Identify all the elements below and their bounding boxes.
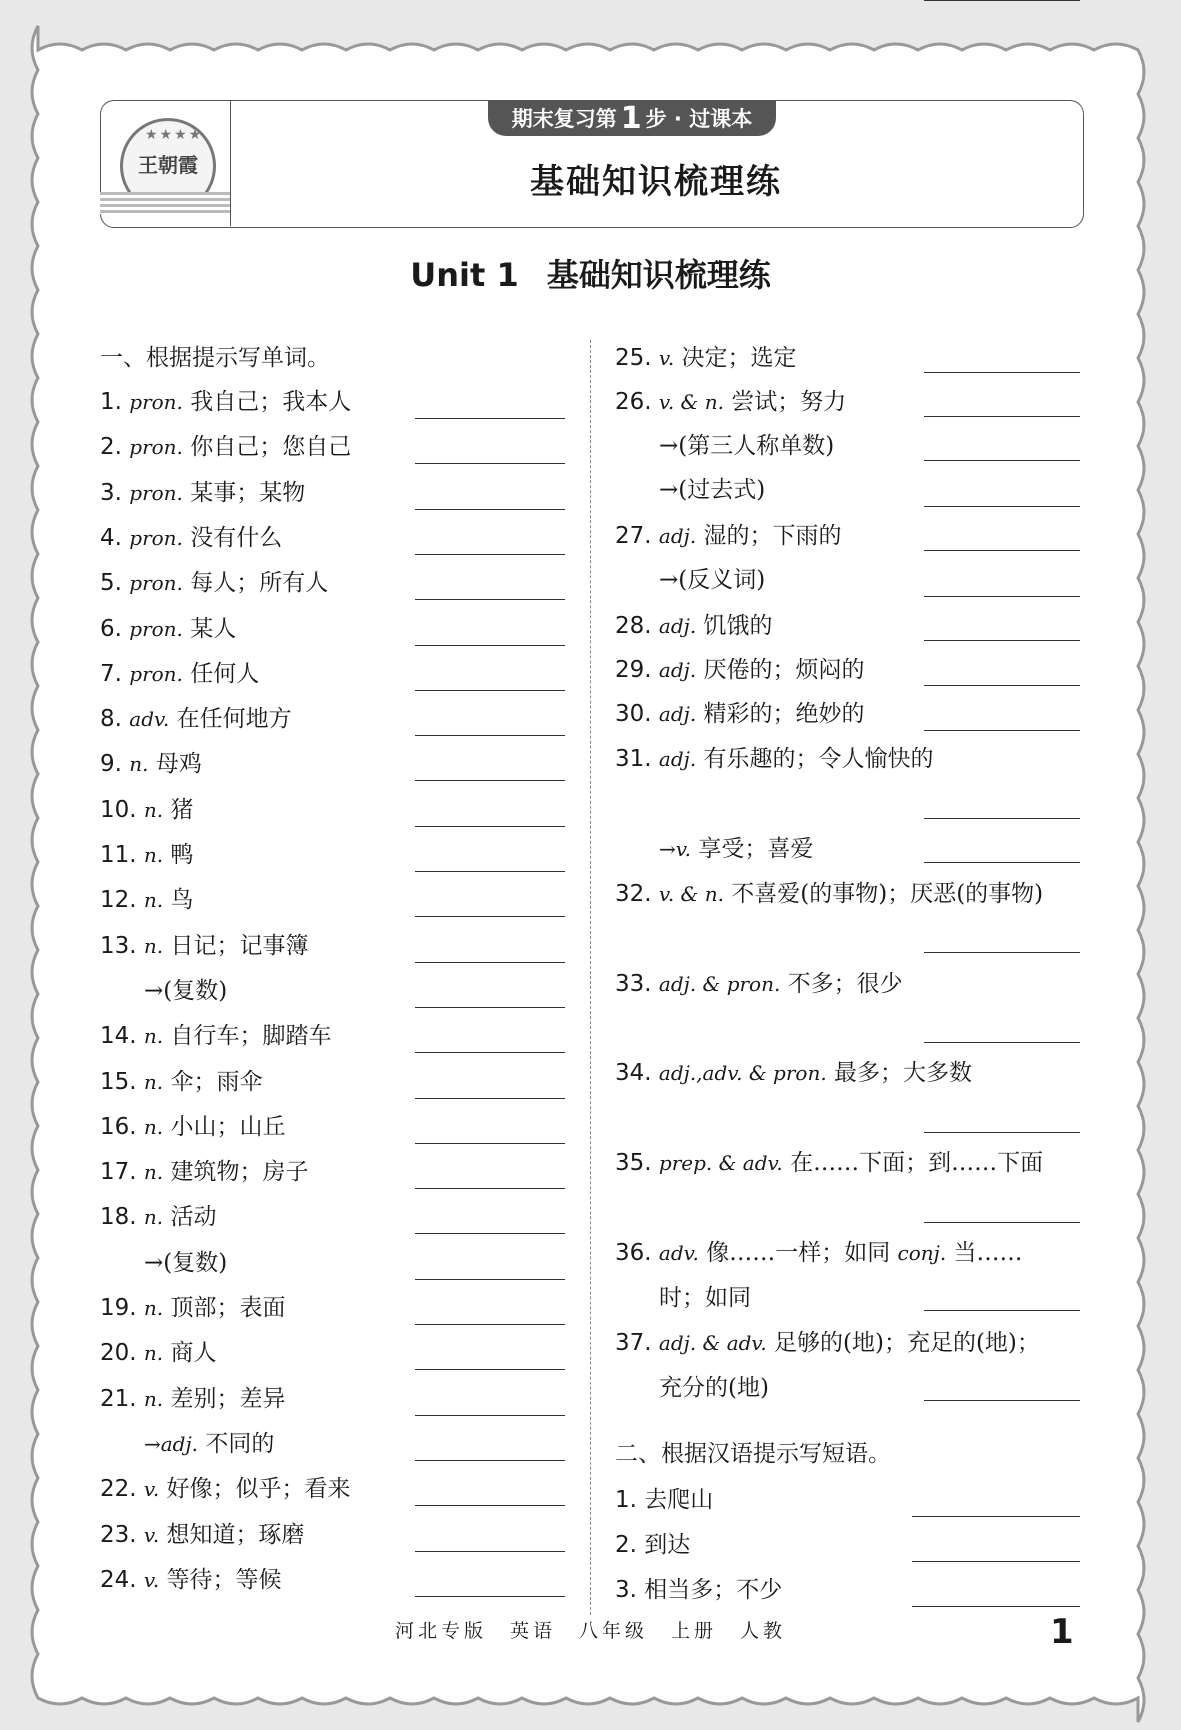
answer-blank[interactable] <box>415 1369 565 1370</box>
item-meaning: 任何人 <box>190 660 260 687</box>
item-meaning: 不多；很少 <box>787 971 903 997</box>
logo-stripes <box>100 192 230 214</box>
item-number: 24. <box>100 1566 137 1593</box>
part-of-speech: n. <box>143 1205 164 1230</box>
word-item <box>100 1286 285 1330</box>
answer-blank[interactable] <box>415 1143 565 1144</box>
item-meaning: 当…… <box>953 1240 1023 1266</box>
item-meaning: 每人；所有人 <box>190 570 329 597</box>
word-item <box>659 558 765 602</box>
word-item <box>100 1558 282 1602</box>
answer-blank[interactable] <box>415 690 565 691</box>
word-item <box>615 737 934 781</box>
word-item <box>659 1366 769 1410</box>
logo-text: 王朝霞 <box>138 153 198 177</box>
part-of-speech: pron. <box>129 525 183 550</box>
word-item <box>100 697 292 741</box>
unit-title <box>0 250 1181 296</box>
part-of-speech: v. & n. <box>658 882 724 906</box>
item-number: 26. <box>615 389 652 415</box>
item-meaning: 不同的 <box>205 1430 275 1457</box>
answer-blank[interactable] <box>415 1279 565 1280</box>
part-of-speech: n. <box>129 752 149 777</box>
answer-blank[interactable] <box>924 460 1080 461</box>
word-item <box>615 872 1043 916</box>
item-number: 19. <box>100 1295 137 1321</box>
item-number: 18. <box>100 1204 137 1231</box>
logo-stars-icon: ★★★★ <box>145 127 204 143</box>
word-item <box>100 1060 262 1104</box>
part-of-speech: pron. <box>129 616 183 641</box>
word-item <box>659 827 813 871</box>
part-of-speech: adj. <box>658 747 697 771</box>
answer-blank[interactable] <box>415 463 565 464</box>
word-item <box>615 1321 1040 1365</box>
part-of-speech: n. <box>143 843 164 867</box>
word-item <box>100 471 305 515</box>
item-number: 9. <box>100 751 122 778</box>
item-meaning: →(复数) <box>144 977 228 1004</box>
item-meaning: 想知道；琢磨 <box>166 1521 305 1548</box>
part-of-speech: n. <box>143 797 164 822</box>
item-number: 3. <box>100 479 122 506</box>
item-meaning: 你自己；您自己 <box>190 434 352 461</box>
part-of-speech: pron. <box>129 480 183 505</box>
answer-blank[interactable] <box>415 1415 565 1416</box>
part-of-speech: v. <box>658 346 675 370</box>
item-meaning: 不喜爱(的事物)；厌恶(的事物) <box>731 881 1044 907</box>
answer-blank[interactable] <box>924 506 1080 507</box>
part-of-speech: adj.,adv. & pron. <box>658 1061 827 1085</box>
answer-blank[interactable] <box>415 1551 565 1552</box>
answer-blank[interactable] <box>924 1222 1080 1223</box>
part-of-speech: conj. <box>897 1241 947 1265</box>
part-of-speech: adj. <box>658 614 697 638</box>
item-meaning: 某事；某物 <box>190 479 306 506</box>
item-meaning: 鸭 <box>170 842 194 868</box>
item-meaning: 在任何地方 <box>176 706 292 733</box>
item-number: 14. <box>100 1023 137 1050</box>
item-meaning: 尝试；努力 <box>731 389 847 415</box>
word-item <box>100 742 202 786</box>
item-meaning: 在……下面；到……下面 <box>790 1150 1044 1176</box>
item-meaning: 去爬山 <box>644 1487 714 1513</box>
answer-blank[interactable] <box>415 599 565 600</box>
item-meaning: 伞；雨伞 <box>170 1068 263 1095</box>
item-meaning: →(第三人称单数) <box>659 433 835 459</box>
item-number: 4. <box>100 524 122 551</box>
answer-blank[interactable] <box>415 1324 565 1325</box>
answer-blank[interactable] <box>415 826 565 827</box>
step-banner <box>488 100 776 136</box>
word-item <box>615 514 842 558</box>
item-meaning: →(过去式) <box>659 477 766 503</box>
word-item <box>615 1568 782 1612</box>
logo <box>100 100 231 226</box>
answer-blank[interactable] <box>415 1098 565 1099</box>
item-number: 21. <box>100 1385 137 1412</box>
word-item <box>100 607 236 651</box>
word-item <box>615 1231 1023 1275</box>
answer-blank[interactable] <box>415 962 565 963</box>
part-of-speech: adj. <box>658 524 697 548</box>
answer-blank[interactable] <box>415 1188 565 1189</box>
item-number: 33. <box>615 971 652 997</box>
item-meaning: 有乐趣的；令人愉快的 <box>703 746 934 772</box>
answer-blank[interactable] <box>924 952 1080 953</box>
item-meaning: 自行车；脚踏车 <box>170 1023 332 1050</box>
part-of-speech: v. <box>143 1567 160 1592</box>
item-meaning: 等待；等候 <box>166 1566 282 1593</box>
section-heading-1: 一、根据提示写单词。 <box>100 345 330 371</box>
part-of-speech: n. <box>143 1386 164 1411</box>
item-number: 23. <box>100 1521 137 1548</box>
item-number: 29. <box>615 657 652 683</box>
item-meaning: 母鸡 <box>155 751 202 778</box>
unit-label: Unit 1 <box>410 256 519 294</box>
section-heading-2: 二、根据汉语提示写短语。 <box>615 1441 891 1467</box>
part-of-speech: n. <box>143 1341 164 1366</box>
item-meaning: 某人 <box>190 615 237 642</box>
item-number: 34. <box>615 1060 652 1086</box>
part-of-speech: n. <box>143 1069 164 1094</box>
answer-blank[interactable] <box>924 372 1080 373</box>
item-meaning: 日记；记事簿 <box>170 932 309 959</box>
answer-blank[interactable] <box>415 554 565 555</box>
item-number: 12. <box>100 887 137 914</box>
item-meaning: 厌倦的；烦闷的 <box>703 657 865 683</box>
answer-blank[interactable] <box>415 1007 565 1008</box>
item-meaning: 精彩的；绝妙的 <box>703 701 865 727</box>
item-number: 3. <box>615 1577 637 1603</box>
word-item <box>659 424 834 468</box>
part-of-speech: n. <box>143 933 164 958</box>
item-number: 36. <box>615 1240 652 1266</box>
item-meaning: 活动 <box>170 1204 217 1231</box>
answer-blank[interactable] <box>415 418 565 419</box>
item-number: 15. <box>100 1068 137 1095</box>
header-title: 基础知识梳理练 <box>530 162 782 202</box>
part-of-speech: adv. <box>658 1241 699 1265</box>
answer-blank[interactable] <box>415 1596 565 1597</box>
unit-name: 基础知识梳理练 <box>546 256 771 294</box>
part-of-speech: pron. <box>129 390 183 414</box>
item-number: 28. <box>615 613 652 639</box>
item-number: 27. <box>615 523 652 549</box>
word-item <box>100 516 282 560</box>
word-item <box>100 652 259 696</box>
word-item <box>100 425 351 469</box>
word-item <box>100 833 193 877</box>
item-meaning: →(反义词) <box>659 567 766 593</box>
item-meaning: 到达 <box>644 1532 691 1558</box>
item-meaning: 湿的；下雨的 <box>703 523 842 549</box>
part-of-speech: n. <box>143 1114 164 1139</box>
item-number: 22. <box>100 1476 137 1503</box>
word-item <box>100 1377 285 1421</box>
item-meaning: 充分的(地) <box>659 1375 769 1401</box>
answer-blank[interactable] <box>924 0 1080 1</box>
item-meaning: 小山；山丘 <box>170 1113 286 1140</box>
item-number: 16. <box>100 1113 137 1140</box>
item-number: 8. <box>100 706 122 733</box>
item-meaning: 相当多；不少 <box>644 1577 783 1603</box>
item-number: 25. <box>615 345 652 371</box>
answer-blank[interactable] <box>924 818 1080 819</box>
item-number: 2. <box>100 434 122 461</box>
item-meaning: 鸟 <box>170 887 194 914</box>
item-meaning: 顶部；表面 <box>170 1295 286 1321</box>
part-of-speech: adj. <box>658 702 697 726</box>
word-item <box>615 1478 713 1522</box>
banner-post: 步 · 过课本 <box>645 107 753 131</box>
item-meaning: 差别；差异 <box>170 1385 286 1412</box>
part-of-speech: adv. <box>129 707 170 732</box>
item-meaning: 建筑物；房子 <box>170 1159 309 1186</box>
part-of-speech: n. <box>143 1024 164 1049</box>
word-item <box>615 1141 1043 1185</box>
answer-blank[interactable] <box>924 685 1080 686</box>
answer-blank[interactable] <box>415 509 565 510</box>
item-meaning: 猪 <box>170 796 194 823</box>
item-number: 2. <box>615 1532 637 1558</box>
banner-step-number: 1 <box>620 100 642 136</box>
word-item <box>615 692 865 736</box>
word-item <box>615 1051 972 1095</box>
part-of-speech: pron. <box>129 571 183 596</box>
word-item <box>100 788 193 832</box>
item-number: 11. <box>100 842 137 868</box>
item-number: 30. <box>615 701 652 727</box>
answer-blank[interactable] <box>924 550 1080 551</box>
word-item <box>100 1331 216 1375</box>
word-item <box>100 561 328 605</box>
word-item <box>615 648 865 692</box>
item-meaning: 饥饿的 <box>703 613 773 639</box>
item-number: 10. <box>100 796 137 823</box>
answer-blank[interactable] <box>415 735 565 736</box>
answer-blank[interactable] <box>415 645 565 646</box>
answer-blank[interactable] <box>415 1505 565 1506</box>
answer-blank[interactable] <box>924 730 1080 731</box>
item-meaning: 决定；选定 <box>681 345 797 371</box>
word-item <box>144 969 227 1013</box>
page-number: 1 <box>1050 1612 1074 1652</box>
part-of-speech: prep. & adv. <box>658 1151 783 1175</box>
part-of-speech: adj. & pron. <box>658 972 781 996</box>
word-item <box>659 1276 751 1320</box>
word-item <box>100 1513 305 1557</box>
word-item <box>100 1014 331 1058</box>
item-number: 17. <box>100 1159 137 1186</box>
item-number: 13. <box>100 932 137 959</box>
answer-blank[interactable] <box>912 1606 1080 1607</box>
word-item <box>100 1105 285 1149</box>
item-number: 32. <box>615 881 652 907</box>
word-item <box>144 1422 274 1466</box>
word-item <box>615 604 773 648</box>
item-number: 20. <box>100 1340 137 1367</box>
footer-text: 河北专版 英语 八年级 上册 人教 <box>394 1620 786 1642</box>
item-number: 6. <box>100 615 122 642</box>
item-number: 35. <box>615 1150 652 1176</box>
answer-blank[interactable] <box>924 416 1080 417</box>
part-of-speech: n. <box>143 1160 164 1185</box>
answer-blank[interactable] <box>912 1516 1080 1517</box>
item-meaning: 我自己；我本人 <box>190 389 352 415</box>
answer-blank[interactable] <box>912 1561 1080 1562</box>
word-item <box>100 878 193 922</box>
banner-pre: 期末复习第 <box>511 107 617 131</box>
item-number: 37. <box>615 1330 652 1356</box>
item-number: 31. <box>615 746 652 772</box>
answer-blank[interactable] <box>924 1400 1080 1401</box>
part-of-speech: n. <box>143 888 164 913</box>
item-meaning: 享受；喜爱 <box>698 836 814 862</box>
part-of-speech: n. <box>143 1296 164 1320</box>
answer-blank[interactable] <box>415 780 565 781</box>
part-of-speech: v. <box>143 1477 160 1502</box>
part-of-speech: adj. <box>658 658 697 682</box>
column-divider <box>590 340 591 1615</box>
item-meaning: 好像；似乎；看来 <box>166 1476 351 1503</box>
word-item <box>615 380 846 424</box>
item-number: 1. <box>100 389 122 415</box>
item-meaning: →(复数) <box>144 1249 228 1276</box>
answer-blank[interactable] <box>924 596 1080 597</box>
item-meaning: 足够的(地)；充足的(地)； <box>774 1330 1040 1356</box>
word-item <box>100 1467 351 1511</box>
answer-blank[interactable] <box>415 871 565 872</box>
item-meaning: 像……一样；如同 <box>706 1240 891 1266</box>
part-of-speech: v. & n. <box>658 390 724 414</box>
item-number: 7. <box>100 660 122 687</box>
answer-blank[interactable] <box>924 1132 1080 1133</box>
item-number: 5. <box>100 570 122 597</box>
word-item <box>100 1150 308 1194</box>
item-meaning: 最多；大多数 <box>834 1060 973 1086</box>
part-of-speech: →v. <box>659 837 692 861</box>
part-of-speech: pron. <box>129 661 183 686</box>
part-of-speech: v. <box>143 1522 160 1547</box>
answer-blank[interactable] <box>415 1233 565 1234</box>
word-item <box>144 1241 227 1285</box>
word-item <box>100 1195 216 1239</box>
part-of-speech: adj. & adv. <box>658 1331 767 1355</box>
word-item <box>100 380 351 424</box>
answer-blank[interactable] <box>924 1310 1080 1311</box>
answer-blank[interactable] <box>924 862 1080 863</box>
word-item <box>615 336 797 380</box>
word-item <box>100 924 308 968</box>
answer-blank[interactable] <box>924 1042 1080 1043</box>
answer-blank[interactable] <box>415 1052 565 1053</box>
part-of-speech: →adj. <box>144 1431 199 1456</box>
word-item <box>659 468 765 512</box>
word-item <box>615 1523 690 1567</box>
word-item <box>615 962 903 1006</box>
item-meaning: 时；如同 <box>659 1285 751 1311</box>
answer-blank[interactable] <box>415 916 565 917</box>
item-meaning: 商人 <box>170 1340 217 1367</box>
answer-blank[interactable] <box>415 1460 565 1461</box>
answer-blank[interactable] <box>924 640 1080 641</box>
item-meaning: 没有什么 <box>190 524 283 551</box>
part-of-speech: pron. <box>129 435 183 460</box>
item-number: 1. <box>615 1487 637 1513</box>
